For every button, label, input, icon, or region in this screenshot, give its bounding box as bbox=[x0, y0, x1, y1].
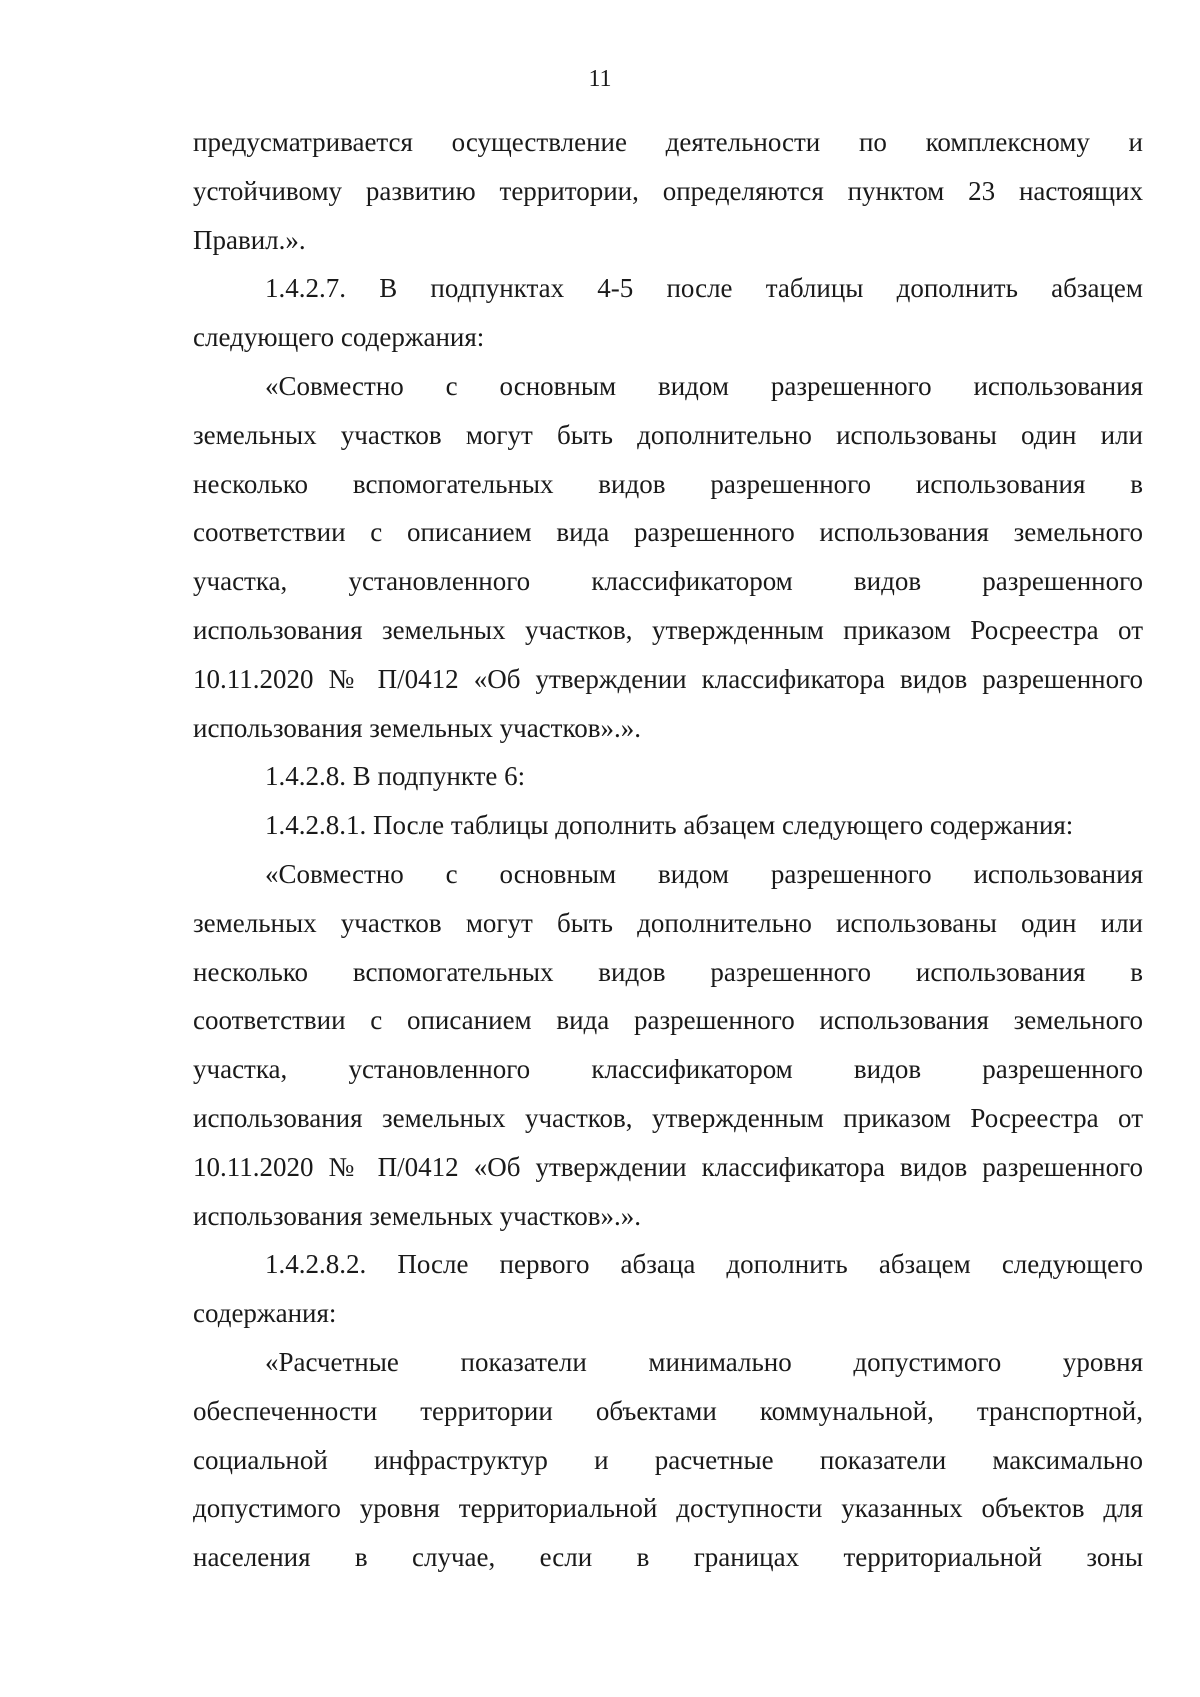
text-line: использования земельных участков, утвержденным приказом Росреестра от bbox=[193, 1102, 1143, 1133]
text-line: «Совместно с основным видом разрешенного использования bbox=[265, 858, 1143, 889]
text-line: 1.4.2.8.2. После первого абзаца дополнить абзацем следующего bbox=[265, 1249, 1143, 1280]
text-line: 10.11.2020 № П/0412 «Об утверждении классификатора видов разрешенного bbox=[193, 1151, 1143, 1182]
text-line: Правил.». bbox=[193, 224, 306, 255]
text-line: земельных участков могут быть дополнительно использованы один или bbox=[193, 419, 1143, 450]
text-line: соответствии с описанием вида разрешенного использования земельного bbox=[193, 517, 1143, 548]
text-line: 1.4.2.8.1. После таблицы дополнить абзацем следующего содержания: bbox=[265, 810, 1074, 841]
text-line: участка, установленного классификатором видов разрешенного bbox=[193, 566, 1143, 597]
text-line: соответствии с описанием вида разрешенного использования земельного bbox=[193, 1005, 1143, 1036]
text-line: допустимого уровня территориальной доступности указанных объектов для bbox=[193, 1493, 1143, 1524]
page-number: 11 bbox=[588, 66, 612, 92]
text-line: несколько вспомогательных видов разрешенного использования в bbox=[193, 956, 1143, 987]
text-line: использования земельных участков, утвержденным приказом Росреестра от bbox=[193, 614, 1143, 645]
text-line: земельных участков могут быть дополнительно использованы один или bbox=[193, 907, 1143, 938]
text-line: следующего содержания: bbox=[193, 322, 485, 353]
text-line: «Совместно с основным видом разрешенного использования bbox=[265, 370, 1143, 401]
text-line: «Расчетные показатели минимально допустимого уровня bbox=[265, 1346, 1143, 1377]
document-body bbox=[193, 118, 1143, 1582]
text-line: предусматривается осуществление деятельности по комплексному и bbox=[193, 127, 1143, 157]
text-line: использования земельных участков».». bbox=[193, 1200, 641, 1231]
text-line: использования земельных участков».». bbox=[193, 712, 641, 743]
text-line: социальной инфраструктур и расчетные показатели максимально bbox=[193, 1444, 1143, 1475]
text-line: 1.4.2.8. В подпункте 6: bbox=[265, 761, 526, 792]
text-line: устойчивому развитию территории, определяются пунктом 23 настоящих bbox=[193, 175, 1143, 206]
text-line: содержания: bbox=[193, 1298, 337, 1329]
text-line: участка, установленного классификатором видов разрешенного bbox=[193, 1054, 1143, 1085]
text-line: несколько вспомогательных видов разрешенного использования в bbox=[193, 468, 1143, 499]
text-line: 10.11.2020 № П/0412 «Об утверждении классификатора видов разрешенного bbox=[193, 663, 1143, 694]
text-line: 1.4.2.7. В подпунктах 4-5 после таблицы дополнить абзацем bbox=[265, 273, 1143, 304]
text-line: населения в случае, если в границах территориальной зоны bbox=[193, 1542, 1143, 1573]
text-line: обеспеченности территории объектами коммунальной, транспортной, bbox=[193, 1395, 1143, 1426]
